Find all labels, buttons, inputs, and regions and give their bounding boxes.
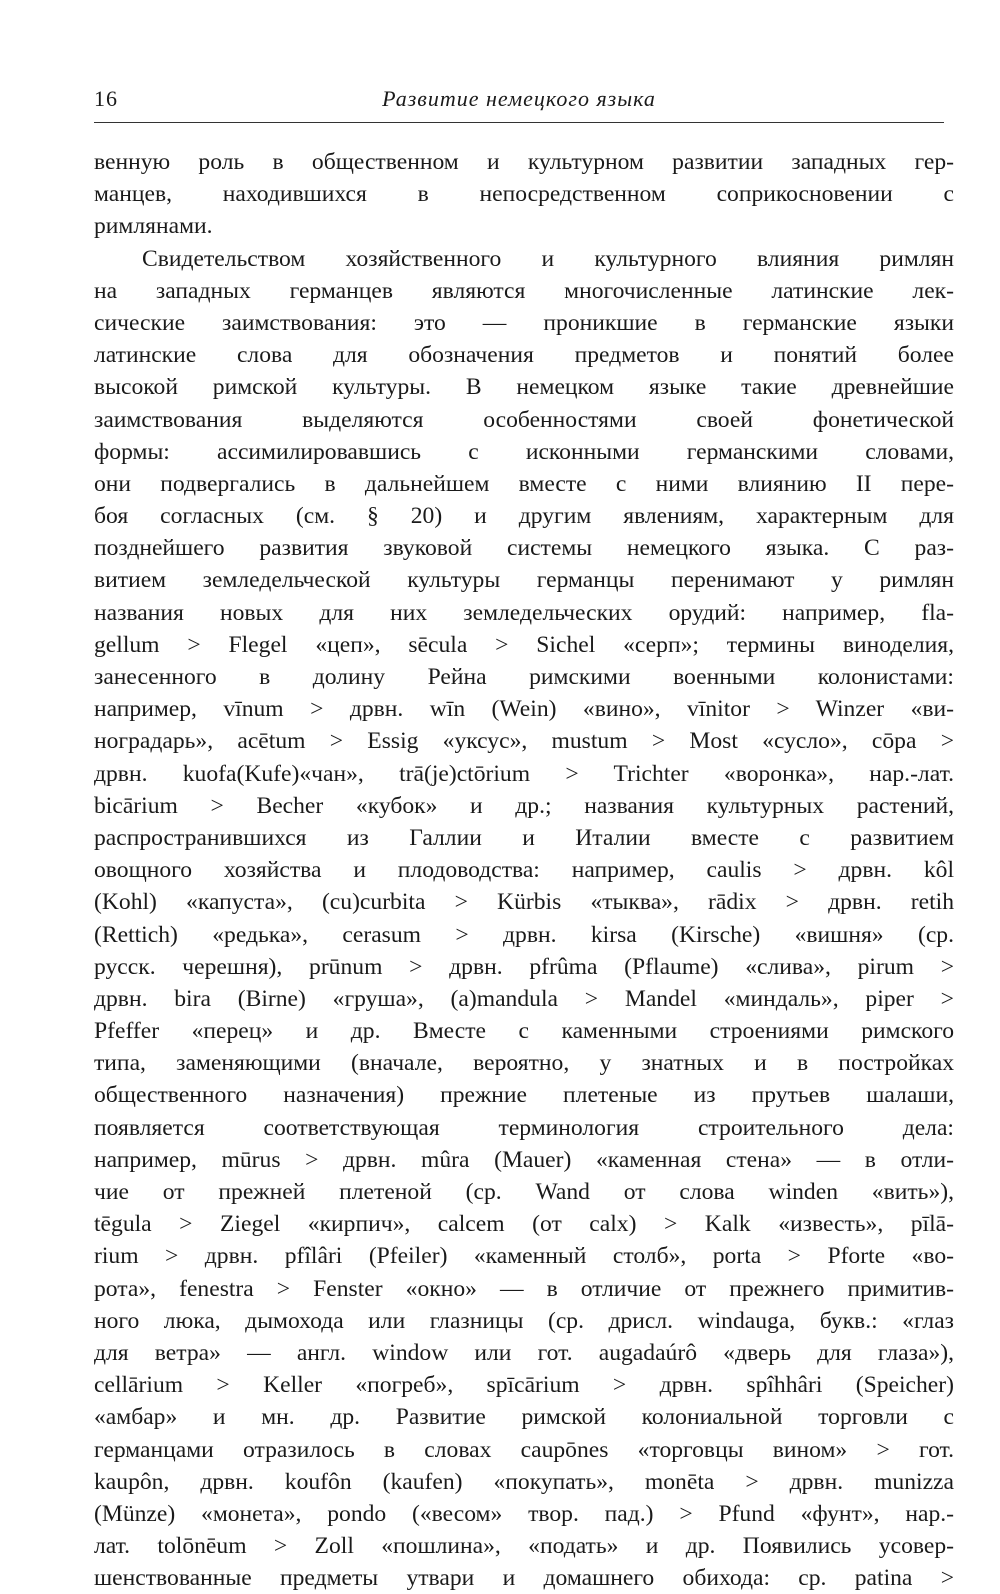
text-line: они подвергались в дальнейшем вместе с ними влиянию II пере- [94,470,954,497]
text-line: рота», fenestra > Fenster «окно» — в отличие от прежнего примитив- [94,1275,954,1302]
text-line: позднейшего развития звуковой системы немецкого языка. С раз- [94,535,954,562]
text-line: общественного назначения) прежние плетеные из прутьев шалаши, [94,1082,954,1109]
text-line: cellārium > Keller «погреб», spīcārium > дрвн. spîhhâri (Speicher) [94,1372,954,1399]
text-line: латинские слова для обозначения предметов и понятий более [94,342,954,369]
text-line: gellum > Flegel «цеп», sēcula > Sichel «серп»; термины виноделия, [94,631,954,658]
text-line: например, mūrus > дрвн. mûra (Mauer) «каменная стена» — в отли- [94,1146,954,1173]
text-line: дрвн. kuofa(Kufe)«чан», trā(je)ctōrium > Trichter «воронка», нар.-лат. [94,760,954,787]
page-header [94,86,944,116]
text-line: bicārium > Becher «кубок» и др.; названия культурных растений, [94,792,954,819]
text-line: высокой римской культуры. В немецком языке такие древнейшие [94,374,954,401]
text-line: ного люка, дымохода или глазницы (ср. дрисл. windauga, букв.: «глаз [94,1307,954,1334]
text-line: римлянами. [94,213,213,240]
text-line: для ветра» — англ. window или гот. augadaúrô «дверь для глаза»), [94,1339,954,1366]
text-line: заимствования выделяются особенностями своей фонетической [94,406,954,433]
page-number: 16 [94,86,118,111]
text-line: шенствованные предметы утвари и домашнего обихода: ср. patina > [94,1565,954,1592]
text-line: kaupôn, дрвн. koufôn (kaufen) «покупать», monēta > дрвн. munizza [94,1468,954,1495]
text-line: типа, заменяющими (вначале, вероятно, у знатных и в постройках [94,1050,954,1077]
text-line: появляется соответствующая терминология строительного дела: [94,1114,954,1141]
text-line: манцев, находившихся в непосредственном соприкосновении с [94,181,954,208]
text-line: например, vīnum > дрвн. wīn (Wein) «вино», vīnitor > Winzer «ви- [94,696,954,723]
text-line: овощного хозяйства и плодоводства: например, caulis > дрвн. kôl [94,857,954,884]
text-line: rium > дрвн. pfîlâri (Pfeiler) «каменный столб», porta > Pforte «во- [94,1243,954,1270]
running-title: Развитие немецкого языка [382,86,656,111]
text-line: (Kohl) «капуста», (cu)curbita > Kürbis «тыква», rādix > дрвн. retih [94,889,954,916]
text-line: русск. черешня), prūnum > дрвн. pfrûma (Pflaume) «слива», pirum > [94,953,954,980]
text-line: ноградарь», acētum > Essig «уксус», mustum > Most «сусло», cōpa > [94,728,954,755]
body-text [94,146,954,1594]
text-line: венную роль в общественном и культурном развитии западных гер- [94,149,954,175]
text-line: на западных германцев являются многочисленные латинские лек- [94,277,954,304]
text-line: германцами отразилось в словах caupōnes «торговцы вином» > гот. [94,1436,954,1463]
text-line: лат. tolōnēum > Zoll «пошлина», «подать» и др. Появились усовер- [94,1533,954,1560]
text-line: Pfeffer «перец» и др. Вместе с каменными строениями римского [94,1018,954,1045]
text-line: формы: ассимилировавшись с исконными германскими словами, [94,438,954,465]
text-line: распространившихся из Галлии и Италии вместе с развитием [94,824,954,851]
text-line: витием земледельческой культуры германцы перенимают у римлян [94,567,954,594]
text-line: (Münze) «монета», pondo («весом» твор. пад.) > Pfund «фунт», нар.- [94,1500,954,1527]
text-line: «амбар» и мн. др. Развитие римской колониальной торговли с [94,1404,954,1431]
text-line: tēgula > Ziegel «кирпич», calcem (от calx) > Kalk «известь», pīlā- [94,1211,954,1238]
text-line: дрвн. bira (Birne) «груша», (a)mandula > Mandel «миндаль», piper > [94,985,954,1012]
text-line: сические заимствования: это — проникшие в германские языки [94,309,954,336]
text-line: занесенного в долину Рейна римскими военными колонистами: [94,664,954,690]
text-line: названия новых для них земледельческих орудий: например, fla- [94,599,954,626]
text-line: боя согласных (см. § 20) и другим явлениям, характерным для [94,503,954,530]
text-line: (Rettich) «редька», cerasum > дрвн. kirsa (Kirsche) «вишня» (ср. [94,921,954,948]
text-line: Свидетельством хозяйственного и культурного влияния римлян [142,245,954,272]
text-line: чие от прежней плетеной (ср. Wand от слова winden «вить»), [94,1179,954,1205]
header-rule [94,122,944,123]
